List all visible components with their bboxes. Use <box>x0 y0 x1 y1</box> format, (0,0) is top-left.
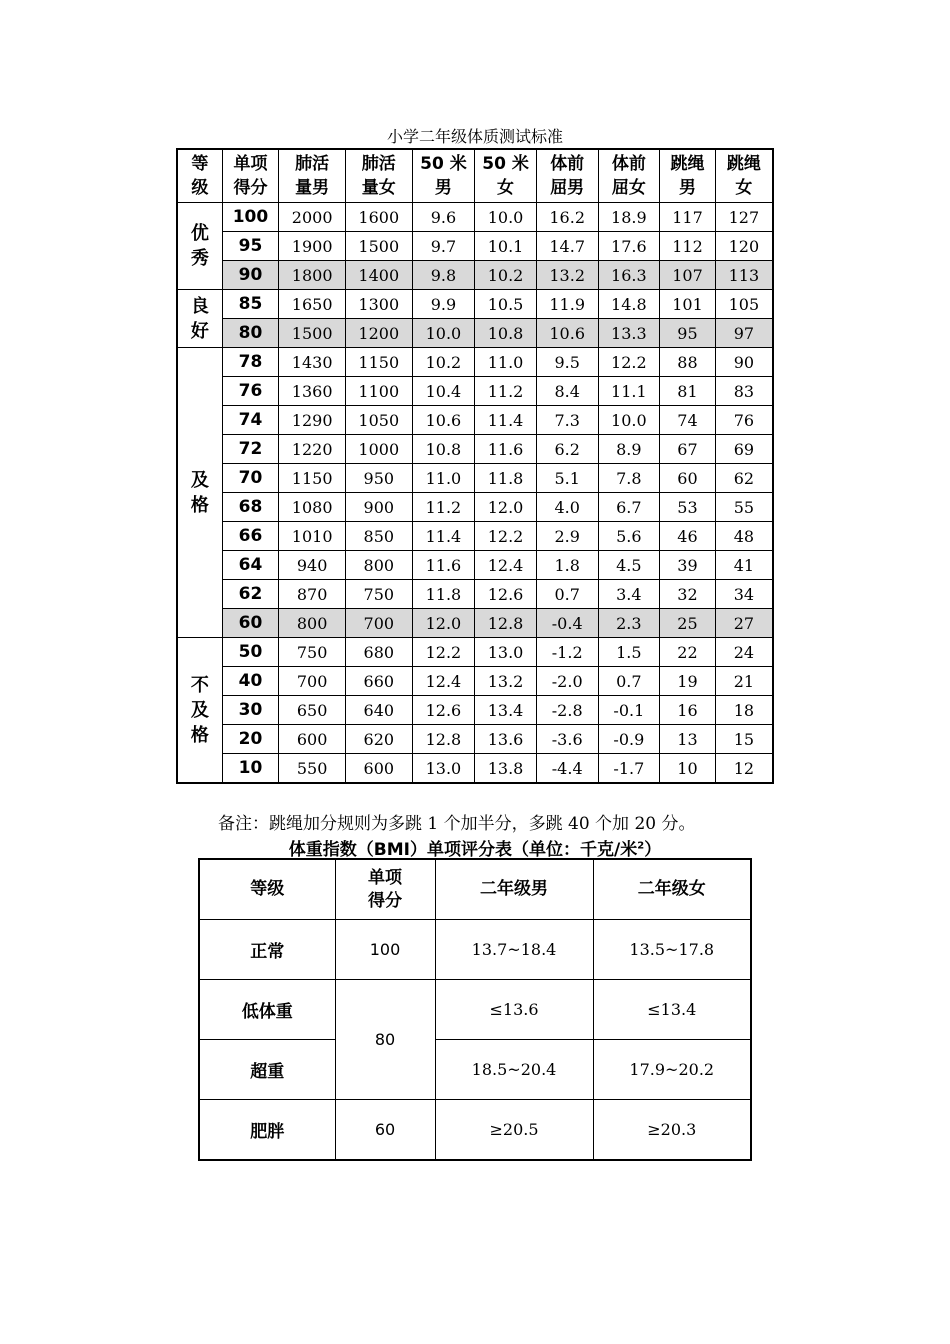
table2-title <box>176 835 774 860</box>
value-cell: 10.0 <box>412 319 475 348</box>
value-cell: 10.0 <box>475 203 537 232</box>
table-row <box>177 522 773 551</box>
female-value-cell: ≤13.4 <box>593 980 751 1040</box>
value-cell: 650 <box>279 696 346 725</box>
value-cell: -2.0 <box>536 667 598 696</box>
table-row <box>177 493 773 522</box>
table2-header-row <box>199 859 751 920</box>
value-cell: 32 <box>660 580 716 609</box>
value-cell: 69 <box>715 435 773 464</box>
value-cell: 850 <box>345 522 412 551</box>
table1-header-cell: 等 级 <box>177 149 222 203</box>
value-cell: 55 <box>715 493 773 522</box>
value-cell: -2.8 <box>536 696 598 725</box>
value-cell: 10.2 <box>475 261 537 290</box>
value-cell: -1.2 <box>536 638 598 667</box>
value-cell: 7.8 <box>598 464 660 493</box>
value-cell: 1100 <box>345 377 412 406</box>
table-row <box>177 754 773 784</box>
level-cell: 超重 <box>199 1040 335 1100</box>
male-value-cell: 18.5~20.4 <box>435 1040 593 1100</box>
value-cell: -0.1 <box>598 696 660 725</box>
value-cell: 12.6 <box>475 580 537 609</box>
value-cell: 12.0 <box>475 493 537 522</box>
score-cell: 60 <box>222 609 279 638</box>
value-cell: 13 <box>660 725 716 754</box>
value-cell: 10.8 <box>412 435 475 464</box>
value-cell: 9.6 <box>412 203 475 232</box>
value-cell: 800 <box>279 609 346 638</box>
value-cell: 10.2 <box>412 348 475 377</box>
score-cell: 50 <box>222 638 279 667</box>
table-row <box>177 725 773 754</box>
table-row <box>177 464 773 493</box>
value-cell: 101 <box>660 290 716 319</box>
value-cell: 16 <box>660 696 716 725</box>
grade-cell: 及 格 <box>177 348 222 638</box>
value-cell: 53 <box>660 493 716 522</box>
value-cell: 83 <box>715 377 773 406</box>
score-cell: 70 <box>222 464 279 493</box>
table-row <box>177 348 773 377</box>
value-cell: 16.3 <box>598 261 660 290</box>
value-cell: 1000 <box>345 435 412 464</box>
value-cell: 117 <box>660 203 716 232</box>
value-cell: 550 <box>279 754 346 784</box>
value-cell: 74 <box>660 406 716 435</box>
value-cell: 660 <box>345 667 412 696</box>
table1-title: 小学二年级体质测试标准 <box>386 127 563 146</box>
level-cell: 正常 <box>199 920 335 980</box>
table-row <box>177 406 773 435</box>
value-cell: 4.5 <box>598 551 660 580</box>
table1-header-row <box>177 149 773 203</box>
value-cell: 12.0 <box>412 609 475 638</box>
table2-header-cell: 二年级女 <box>593 859 751 920</box>
table-row <box>177 377 773 406</box>
score-cell: 74 <box>222 406 279 435</box>
value-cell: 97 <box>715 319 773 348</box>
value-cell: 12.2 <box>598 348 660 377</box>
value-cell: 13.0 <box>412 754 475 784</box>
table-row <box>177 609 773 638</box>
table2-header-cell: 二年级男 <box>435 859 593 920</box>
score-cell: 10 <box>222 754 279 784</box>
value-cell: 10.1 <box>475 232 537 261</box>
value-cell: 5.1 <box>536 464 598 493</box>
value-cell: 8.9 <box>598 435 660 464</box>
value-cell: 11.1 <box>598 377 660 406</box>
value-cell: 18 <box>715 696 773 725</box>
table1-header-cell: 跳绳 男 <box>660 149 716 203</box>
value-cell: 12 <box>715 754 773 784</box>
value-cell: 1010 <box>279 522 346 551</box>
value-cell: 750 <box>279 638 346 667</box>
male-value-cell: 13.7~18.4 <box>435 920 593 980</box>
value-cell: 1080 <box>279 493 346 522</box>
female-value-cell: 13.5~17.8 <box>593 920 751 980</box>
value-cell: 1150 <box>279 464 346 493</box>
value-cell: 16.2 <box>536 203 598 232</box>
table2-header-cell: 等级 <box>199 859 335 920</box>
value-cell: 11.9 <box>536 290 598 319</box>
value-cell: 9.7 <box>412 232 475 261</box>
value-cell: 1650 <box>279 290 346 319</box>
value-cell: 6.7 <box>598 493 660 522</box>
value-cell: -0.9 <box>598 725 660 754</box>
table1-header-cell: 50 米 男 <box>412 149 475 203</box>
value-cell: 17.6 <box>598 232 660 261</box>
value-cell: 11.4 <box>412 522 475 551</box>
value-cell: 12.8 <box>475 609 537 638</box>
value-cell: 107 <box>660 261 716 290</box>
table2-title-text: 体重指数（BMI）单项评分表（单位：千克/米 <box>288 840 638 860</box>
value-cell: 10.5 <box>475 290 537 319</box>
value-cell: 95 <box>660 319 716 348</box>
table-row <box>177 551 773 580</box>
value-cell: 12.6 <box>412 696 475 725</box>
value-cell: 13.4 <box>475 696 537 725</box>
table-row <box>177 319 773 348</box>
table-row <box>199 920 751 980</box>
score-cell: 60 <box>335 1100 435 1161</box>
jump-rope-note: 备注：跳绳加分规则为多跳 1 个加半分，多跳 40 个加 20 分。 <box>218 814 696 834</box>
table-row <box>199 1040 751 1100</box>
table-row <box>177 290 773 319</box>
value-cell: 25 <box>660 609 716 638</box>
value-cell: 120 <box>715 232 773 261</box>
value-cell: 3.4 <box>598 580 660 609</box>
value-cell: 620 <box>345 725 412 754</box>
value-cell: 12.2 <box>412 638 475 667</box>
value-cell: 1290 <box>279 406 346 435</box>
value-cell: 10.6 <box>412 406 475 435</box>
value-cell: 12.8 <box>412 725 475 754</box>
value-cell: 6.2 <box>536 435 598 464</box>
value-cell: 11.6 <box>475 435 537 464</box>
value-cell: -1.7 <box>598 754 660 784</box>
table-row <box>177 638 773 667</box>
table1-header-cell: 体前 屈女 <box>598 149 660 203</box>
value-cell: 112 <box>660 232 716 261</box>
value-cell: 22 <box>660 638 716 667</box>
value-cell: 13.6 <box>475 725 537 754</box>
female-value-cell: 17.9~20.2 <box>593 1040 751 1100</box>
value-cell: 5.6 <box>598 522 660 551</box>
table-row <box>199 980 751 1040</box>
table-row <box>177 232 773 261</box>
bmi-score-table <box>198 858 752 1161</box>
value-cell: 11.4 <box>475 406 537 435</box>
value-cell: 67 <box>660 435 716 464</box>
value-cell: 13.3 <box>598 319 660 348</box>
value-cell: 11.0 <box>475 348 537 377</box>
value-cell: 14.8 <box>598 290 660 319</box>
value-cell: -0.4 <box>536 609 598 638</box>
value-cell: 9.8 <box>412 261 475 290</box>
value-cell: 81 <box>660 377 716 406</box>
level-cell: 肥胖 <box>199 1100 335 1161</box>
value-cell: 1200 <box>345 319 412 348</box>
score-cell: 76 <box>222 377 279 406</box>
value-cell: 640 <box>345 696 412 725</box>
value-cell: 950 <box>345 464 412 493</box>
table1-header-cell: 跳绳 女 <box>715 149 773 203</box>
table-row <box>177 261 773 290</box>
value-cell: 1400 <box>345 261 412 290</box>
value-cell: 13.2 <box>475 667 537 696</box>
score-cell: 100 <box>222 203 279 232</box>
value-cell: 870 <box>279 580 346 609</box>
table-row <box>177 667 773 696</box>
table-row <box>199 1100 751 1161</box>
value-cell: 1150 <box>345 348 412 377</box>
value-cell: 12.4 <box>412 667 475 696</box>
value-cell: 48 <box>715 522 773 551</box>
table1-header-cell: 体前 屈男 <box>536 149 598 203</box>
score-cell: 68 <box>222 493 279 522</box>
value-cell: 1430 <box>279 348 346 377</box>
value-cell: 600 <box>279 725 346 754</box>
value-cell: 105 <box>715 290 773 319</box>
value-cell: 800 <box>345 551 412 580</box>
value-cell: 11.8 <box>475 464 537 493</box>
male-value-cell: ≥20.5 <box>435 1100 593 1161</box>
value-cell: 90 <box>715 348 773 377</box>
value-cell: 680 <box>345 638 412 667</box>
value-cell: 1800 <box>279 261 346 290</box>
value-cell: 600 <box>345 754 412 784</box>
score-cell: 80 <box>222 319 279 348</box>
value-cell: 750 <box>345 580 412 609</box>
table2-title-sup: 2 <box>637 840 645 852</box>
value-cell: 14.7 <box>536 232 598 261</box>
value-cell: -4.4 <box>536 754 598 784</box>
value-cell: 8.4 <box>536 377 598 406</box>
value-cell: 62 <box>715 464 773 493</box>
score-cell: 100 <box>335 920 435 980</box>
value-cell: 1360 <box>279 377 346 406</box>
value-cell: 46 <box>660 522 716 551</box>
score-cell: 66 <box>222 522 279 551</box>
value-cell: 41 <box>715 551 773 580</box>
value-cell: 12.2 <box>475 522 537 551</box>
female-value-cell: ≥20.3 <box>593 1100 751 1161</box>
value-cell: 18.9 <box>598 203 660 232</box>
value-cell: -3.6 <box>536 725 598 754</box>
value-cell: 10.4 <box>412 377 475 406</box>
table2-title-end: ） <box>644 840 662 860</box>
score-cell: 95 <box>222 232 279 261</box>
value-cell: 13.8 <box>475 754 537 784</box>
male-value-cell: ≤13.6 <box>435 980 593 1040</box>
fitness-standard-table <box>176 148 774 784</box>
value-cell: 13.2 <box>536 261 598 290</box>
value-cell: 88 <box>660 348 716 377</box>
level-cell: 低体重 <box>199 980 335 1040</box>
score-cell: 80 <box>335 980 435 1100</box>
value-cell: 0.7 <box>536 580 598 609</box>
score-cell: 90 <box>222 261 279 290</box>
table-row <box>177 203 773 232</box>
value-cell: 2.3 <box>598 609 660 638</box>
value-cell: 1900 <box>279 232 346 261</box>
value-cell: 9.5 <box>536 348 598 377</box>
table-row <box>177 696 773 725</box>
score-cell: 40 <box>222 667 279 696</box>
value-cell: 27 <box>715 609 773 638</box>
value-cell: 127 <box>715 203 773 232</box>
value-cell: 2.9 <box>536 522 598 551</box>
value-cell: 12.4 <box>475 551 537 580</box>
value-cell: 2000 <box>279 203 346 232</box>
value-cell: 11.8 <box>412 580 475 609</box>
score-cell: 85 <box>222 290 279 319</box>
value-cell: 39 <box>660 551 716 580</box>
value-cell: 940 <box>279 551 346 580</box>
value-cell: 34 <box>715 580 773 609</box>
value-cell: 1.5 <box>598 638 660 667</box>
table1-header-cell: 肺活 量男 <box>279 149 346 203</box>
value-cell: 11.0 <box>412 464 475 493</box>
value-cell: 21 <box>715 667 773 696</box>
value-cell: 11.6 <box>412 551 475 580</box>
score-cell: 78 <box>222 348 279 377</box>
value-cell: 60 <box>660 464 716 493</box>
value-cell: 1050 <box>345 406 412 435</box>
value-cell: 1500 <box>345 232 412 261</box>
value-cell: 10.8 <box>475 319 537 348</box>
value-cell: 10.6 <box>536 319 598 348</box>
value-cell: 700 <box>279 667 346 696</box>
table1-header-cell: 单项 得分 <box>222 149 279 203</box>
value-cell: 76 <box>715 406 773 435</box>
value-cell: 15 <box>715 725 773 754</box>
table-row <box>177 580 773 609</box>
value-cell: 113 <box>715 261 773 290</box>
score-cell: 30 <box>222 696 279 725</box>
table2-header-cell: 单项 得分 <box>335 859 435 920</box>
table-row <box>177 435 773 464</box>
score-cell: 20 <box>222 725 279 754</box>
value-cell: 19 <box>660 667 716 696</box>
score-cell: 62 <box>222 580 279 609</box>
value-cell: 13.0 <box>475 638 537 667</box>
value-cell: 11.2 <box>475 377 537 406</box>
value-cell: 9.9 <box>412 290 475 319</box>
grade-cell: 良 好 <box>177 290 222 348</box>
value-cell: 900 <box>345 493 412 522</box>
value-cell: 4.0 <box>536 493 598 522</box>
value-cell: 10.0 <box>598 406 660 435</box>
value-cell: 24 <box>715 638 773 667</box>
score-cell: 64 <box>222 551 279 580</box>
score-cell: 72 <box>222 435 279 464</box>
value-cell: 0.7 <box>598 667 660 696</box>
value-cell: 1300 <box>345 290 412 319</box>
value-cell: 10 <box>660 754 716 784</box>
grade-cell: 不 及 格 <box>177 638 222 784</box>
grade-cell: 优 秀 <box>177 203 222 290</box>
table1-header-cell: 50 米 女 <box>475 149 537 203</box>
value-cell: 1500 <box>279 319 346 348</box>
value-cell: 1600 <box>345 203 412 232</box>
value-cell: 11.2 <box>412 493 475 522</box>
value-cell: 7.3 <box>536 406 598 435</box>
table1-header-cell: 肺活 量女 <box>345 149 412 203</box>
value-cell: 1220 <box>279 435 346 464</box>
value-cell: 1.8 <box>536 551 598 580</box>
value-cell: 700 <box>345 609 412 638</box>
